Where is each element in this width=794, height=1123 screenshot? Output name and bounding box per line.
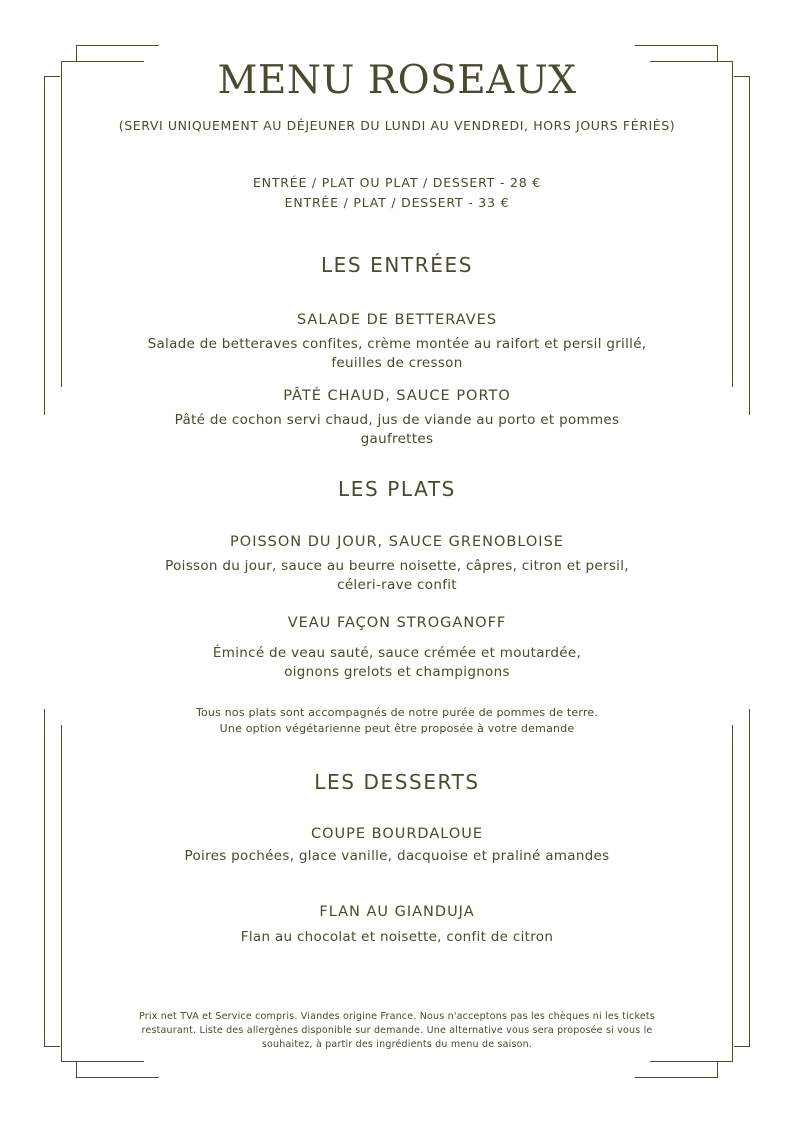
dish-name: FLAN AU GIANDUJA	[319, 904, 475, 920]
formula-2: ENTRÉE / PLAT / DESSERT - 33 €	[284, 195, 510, 210]
dish-description: Émincé de veau sauté, sauce crémée et moutardée, oignons grelots et champignons	[212, 645, 582, 680]
dish-name: COUPE BOURDALOUE	[310, 826, 484, 842]
dish-name: SALADE DE BETTERAVES	[296, 312, 498, 328]
formula-1: ENTRÉE / PLAT OU PLAT / DESSERT - 28 €	[252, 175, 542, 190]
dish-description: Poires pochées, glace vanille, dacquoise et praliné amandes	[184, 848, 610, 864]
section-heading-plats: LES PLATS	[338, 477, 456, 501]
section-heading-entrees: LES ENTRÉES	[320, 253, 474, 277]
legal-footer: Prix net TVA et Service compris. Viandes origine France. Nous n'acceptons pas les chèques ni les tickets restaurant. Liste des allergènes disponible sur demande. Une alternative vous sera proposée si vous le souhaitez, à partir des ingrédients du menu de saison.	[139, 1011, 655, 1050]
dish-description: Salade de betteraves confites, crème montée au raifort et persil grillé, feuilles de cresson	[147, 336, 647, 371]
dish-name: VEAU FAÇON STROGANOFF	[287, 615, 507, 631]
section-heading-desserts: LES DESSERTS	[314, 770, 480, 794]
plats-note: Tous nos plats sont accompagnés de notre purée de pommes de terre. Une option végétarienne peut être proposée à votre demande	[195, 706, 599, 735]
dish-name: POISSON DU JOUR, SAUCE GRENOBLOISE	[230, 534, 564, 550]
dish-description: Poisson du jour, sauce au beurre noisette, câpres, citron et persil, céleri-rave confit	[165, 558, 629, 593]
dish-name: PÂTÉ CHAUD, SAUCE PORTO	[283, 388, 511, 404]
dish-description: Pâté de cochon servi chaud, jus de viande au porto et pommes gaufrettes	[174, 412, 620, 447]
menu-title: MENU ROSEAUX	[217, 58, 577, 103]
dish-description: Flan au chocolat et noisette, confit de citron	[240, 929, 554, 945]
menu-subtitle: (SERVI UNIQUEMENT AU DÉJEUNER DU LUNDI AU VENDREDI, HORS JOURS FÉRIÉS)	[118, 118, 676, 133]
